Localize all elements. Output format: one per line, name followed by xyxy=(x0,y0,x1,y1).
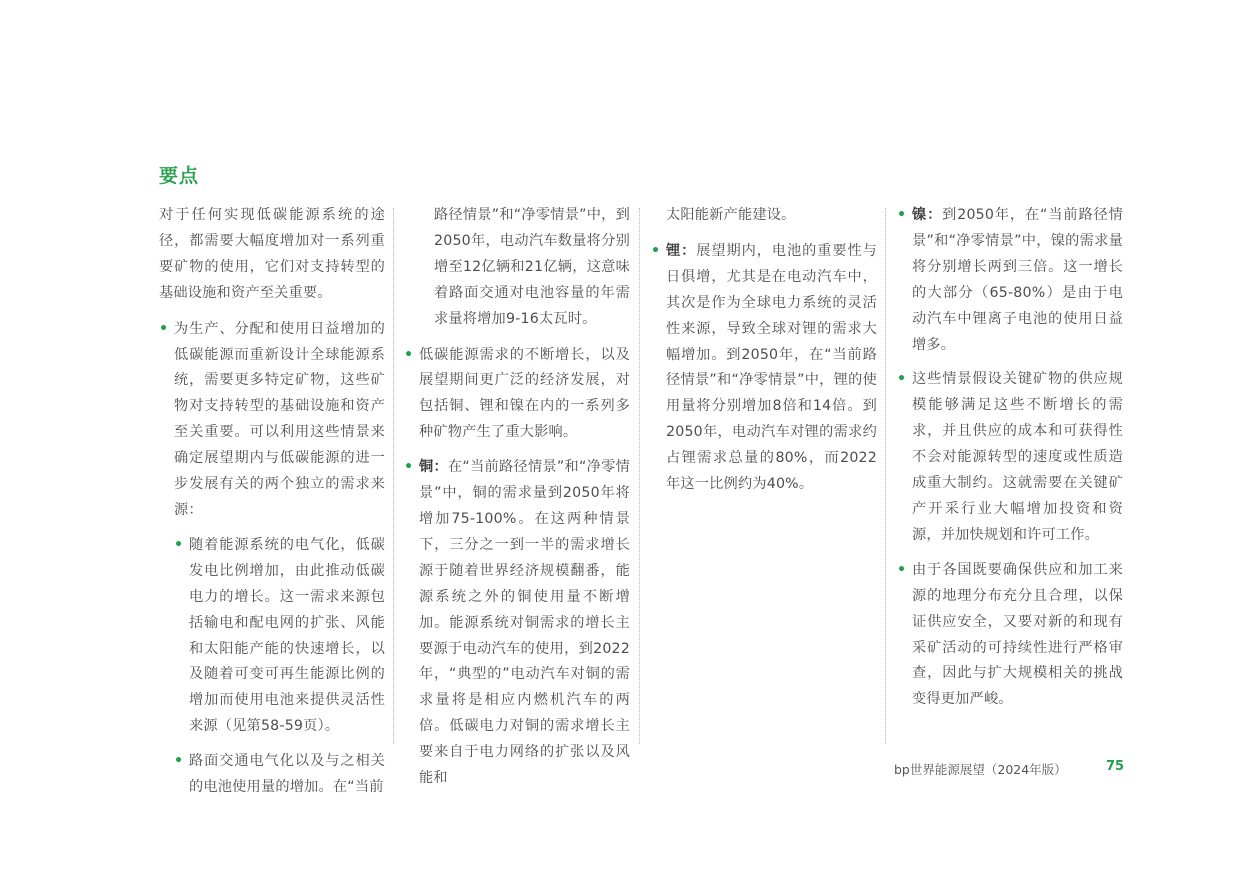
continued-paragraph: 太阳能新产能建设。 xyxy=(666,207,796,223)
lithium-text: 展望期内，电池的重要性与日俱增，尤其是在电动汽车中，其次是作为全球电力系统的灵活性来源，导致全球对锂的需求大幅增加。到2050年，在“当前路径情景”和“净零情景”中，锂的使用量将分别增加8倍和14倍。到2050年，电动汽车对锂的需求约占锂需求总量的80%，而2022年这一比例约为40%。 xyxy=(666,242,877,493)
sub-bullet-list xyxy=(174,533,385,801)
section-title: 要点 xyxy=(159,165,200,187)
publication-title: bp世界能源展望（2024年版） xyxy=(894,762,1067,777)
nickel-label: 镍： xyxy=(912,207,943,223)
bullet-item-copper xyxy=(404,455,630,792)
lithium-label: 锂： xyxy=(666,242,697,259)
bullet-item xyxy=(159,317,385,801)
copper-text: 在“当前路径情景”和“净零情景”中，铜的需求量到2050年将增加75-100%。在这两种情景下，三分之一到一半的需求增长源于随着世界经济规模翻番，能源系统之外的铜使用量不断增加。能源系统对铜需求的增长主要源于电动汽车的使用，到2022年，“典型的”电动汽车对铜的需求量将是相应内燃机汽车的两倍。低碳电力对铜的需求增长主要来自于电力网络的扩张以及风能和 xyxy=(419,459,630,787)
column-4 xyxy=(897,203,1123,722)
column-1 xyxy=(159,203,385,810)
bullet-list xyxy=(897,203,1123,713)
sub-bullet-item: • 随着能源系统的电气化，低碳发电比例增加，由此推动低碳电力的增长。这一需求来源包括输电和配电网的扩张、风能和太阳能产能的快速增长，以及随着可变可再生能源比例的增加而使用电池来提供灵活性来源（见第58-59页）。 xyxy=(174,533,385,740)
intro-paragraph: 对于任何实现低碳能源系统的途径，都需要大幅度增加对一系列重要矿物的使用，它们对支持转型的基础设施和资产至关重要。 xyxy=(159,207,385,301)
bullet-item: • 低碳能源需求的不断增长，以及展望期间更广泛的经济发展，对包括铜、锂和镍在内的一系列多种矿物产生了重大影响。 xyxy=(404,343,630,447)
bullet-text: 为生产、分配和使用日益增加的低碳能源而重新设计全球能源系统，需要更多特定矿物，这些矿物对支持转型的基础设施和资产至关重要。可以利用这些情景来确定展望期内与低碳能源的进一步发展有关的两个独立的需求来源： xyxy=(174,320,385,518)
nickel-text: 到2050年，在“当前路径情景”和“净零情景”中，镍的需求量将分别增长两到三倍。这一增长的大部分（65-80%）是由于电动汽车中锂离子电池的使用日益增多。 xyxy=(912,207,1123,353)
bullet-item: • 由于各国既要确保供应和加工来源的地理分布充分且合理，以保证供应安全，又要对新的和现有采矿活动的可持续性进行严格审查，因此与扩大规模相关的挑战变得更加严峻。 xyxy=(897,558,1123,713)
continued-paragraph: 路径情景”和“净零情景”中，到2050年，电动汽车数量将分别增至12亿辆和21亿辆，这意味着路面交通对电池容量的年需求量将增加9-16太瓦时。 xyxy=(434,207,630,327)
sub-bullet-item: • 路面交通电气化以及与之相关的电池使用量的增加。在“当前 xyxy=(174,749,385,801)
bullet-item-nickel xyxy=(897,203,1123,358)
column-2 xyxy=(404,203,630,801)
bullet-item-lithium xyxy=(651,239,877,498)
column-divider xyxy=(393,208,394,744)
bullet-list xyxy=(159,317,385,801)
column-divider xyxy=(639,208,640,744)
bullet-list xyxy=(404,343,630,792)
page-number: 75 xyxy=(1106,759,1125,774)
column-3 xyxy=(651,203,877,507)
bullet-item: • 这些情景假设关键矿物的供应规模能够满足这些不断增长的需求，并且供应的成本和可获得性不会对能源转型的速度或性质造成重大制约。这就需要在关键矿产开采行业大幅增加投资和资源，并加快规划和许可工作。 xyxy=(897,367,1123,548)
column-divider xyxy=(885,208,886,744)
copper-label: 铜： xyxy=(419,459,448,476)
bullet-list xyxy=(651,239,877,498)
